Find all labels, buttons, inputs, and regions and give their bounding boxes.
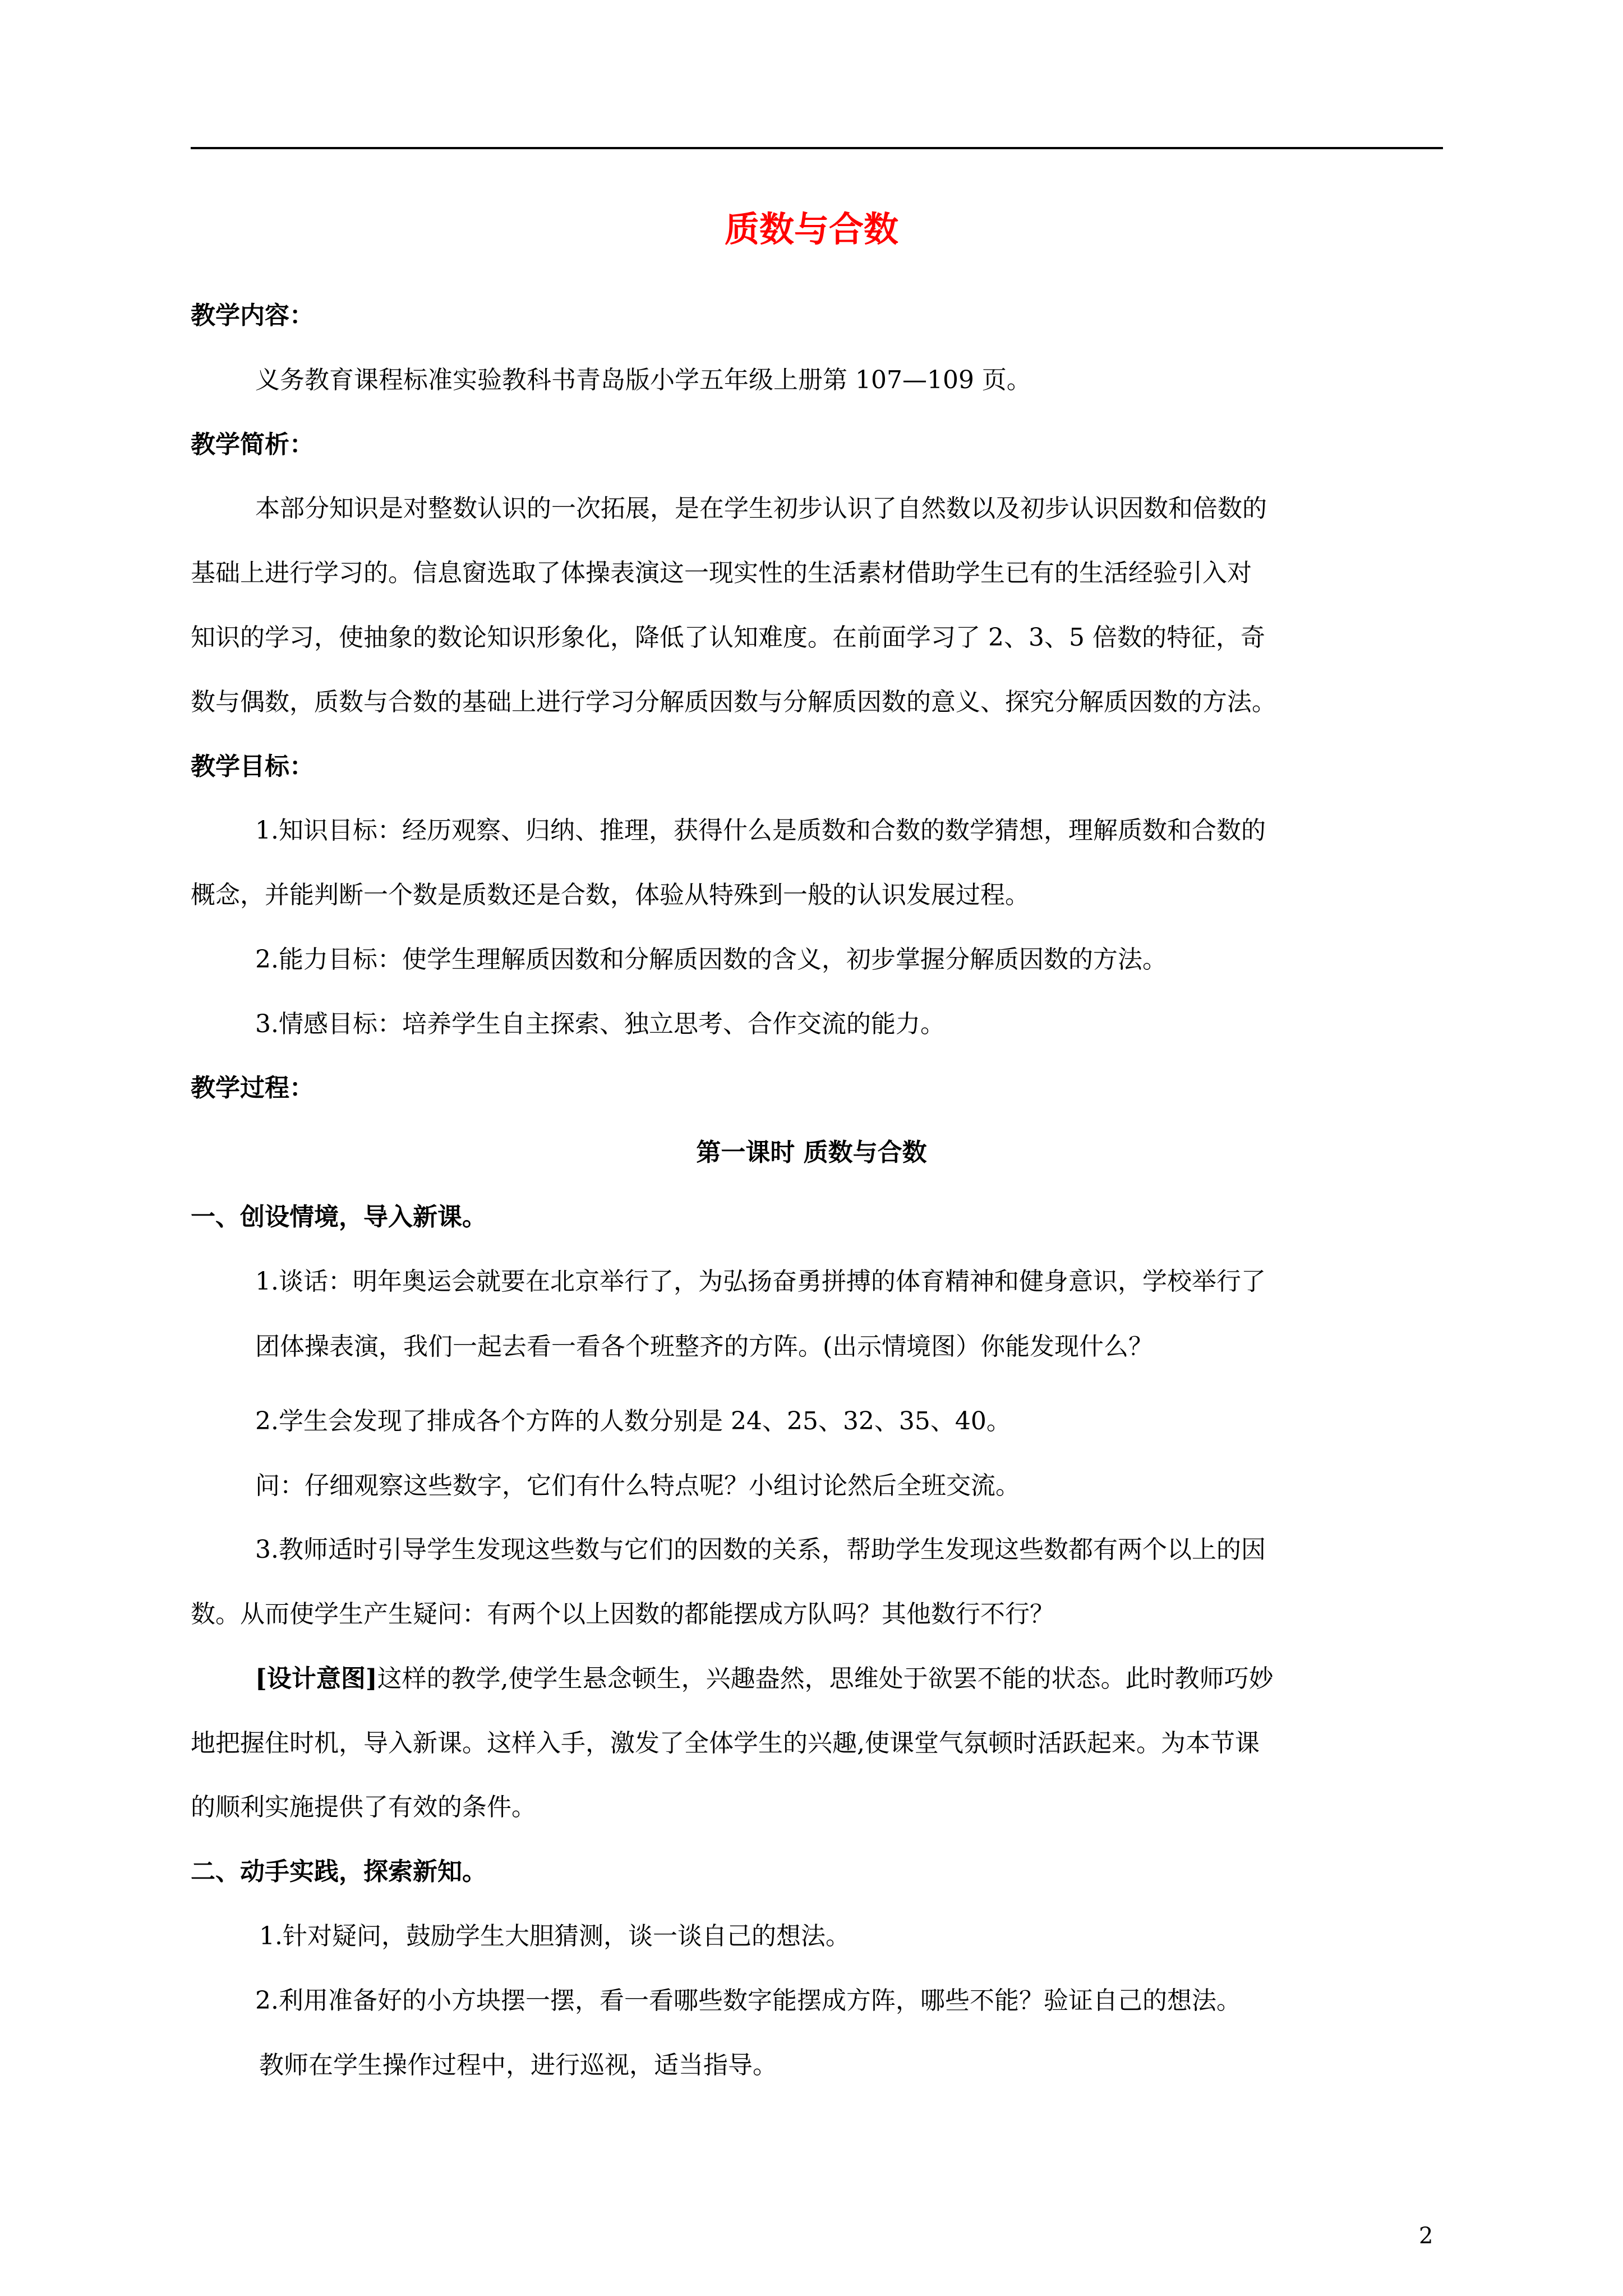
goal-1-line-1: 1.知识目标：经历观察、归纳、推理，获得什么是质数和合数的数学猜想，理解质数和合数的 [255,816,1266,845]
design-intent-line-1 [255,1664,1274,1693]
analysis-line-1: 本部分知识是对整数认识的一次拓展，是在学生初步认识了自然数以及初步认识因数和倍数的 [255,494,1267,523]
part-1-item-3-line-2: 数。从而使学生产生疑问：有两个以上因数的都能摆成方队吗？其他数行不行？ [191,1600,1054,1628]
design-intent-label: [设计意图] [255,1664,377,1693]
header-rule [191,147,1443,149]
part-1-heading: 一、创设情境，导入新课。 [191,1203,487,1231]
goal-2: 2.能力目标：使学生理解质因数和分解质因数的含义，初步掌握分解质因数的方法。 [255,945,1167,974]
part-1-question: 问：仔细观察这些数字，它们有什么特点呢？小组讨论然后全班交流。 [255,1471,1020,1500]
part-1-item-1-line-1: 1.谈话：明年奥运会就要在北京举行了，为弘扬奋勇拼搏的体育精神和健身意识，学校举行了 [255,1267,1266,1296]
process-heading: 教学过程： [191,1074,314,1102]
goals-heading: 教学目标： [191,752,314,781]
analysis-line-4: 数与偶数，质数与合数的基础上进行学习分解质因数与分解质因数的意义、探究分解质因数的方法。 [191,688,1276,716]
part-1-item-2: 2.学生会发现了排成各个方阵的人数分别是 24、25、32、35、40。 [255,1407,1011,1435]
design-intent-line-2: 地把握住时机，导入新课。这样入手，激发了全体学生的兴趣,使课堂气氛顿时活跃起来。为本节课 [191,1729,1260,1757]
page-number: 2 [1419,2223,1433,2249]
goal-3: 3.情感目标：培养学生自主探索、独立思考、合作交流的能力。 [255,1010,945,1038]
content-text: 义务教育课程标准实验教科书青岛版小学五年级上册第 107—109 页。 [255,366,1031,394]
part-1-item-1-line-2: 团体操表演，我们一起去看一看各个班整齐的方阵。(出示情境图）你能发现什么？ [255,1332,1154,1361]
part-2-note: 教师在学生操作过程中，进行巡视，适当指导。 [259,2051,777,2079]
part-2-heading: 二、动手实践，探索新知。 [191,1857,487,1886]
content-heading: 教学内容： [191,301,314,330]
design-intent-line-3: 的顺利实施提供了有效的条件。 [191,1793,536,1821]
design-intent-text: 这样的教学,使学生悬念顿生，兴趣盎然，思维处于欲罢不能的状态。此时教师巧妙 [377,1664,1274,1693]
analysis-line-3: 知识的学习，使抽象的数论知识形象化，降低了认知难度。在前面学习了 2、3、5 倍数的特征，奇 [191,623,1265,652]
goal-1-line-2: 概念，并能判断一个数是质数还是合数，体验从特殊到一般的认识发展过程。 [191,881,1030,909]
page-title: 质数与合数 [724,209,898,250]
part-2-item-2: 2.利用准备好的小方块摆一摆，看一看哪些数字能摆成方阵，哪些不能？验证自己的想法。 [255,1986,1241,2015]
analysis-line-2: 基础上进行学习的。信息窗选取了体操表演这一现实性的生活素材借助学生已有的生活经验引入对 [191,559,1252,587]
part-1-item-3-line-1: 3.教师适时引导学生发现这些数与它们的因数的关系，帮助学生发现这些数都有两个以上的因 [255,1535,1266,1564]
lesson-title: 第一课时 质数与合数 [696,1138,927,1167]
part-2-item-1: 1.针对疑问，鼓励学生大胆猜测，谈一谈自己的想法。 [259,1922,850,1950]
analysis-heading: 教学简析： [191,430,314,459]
